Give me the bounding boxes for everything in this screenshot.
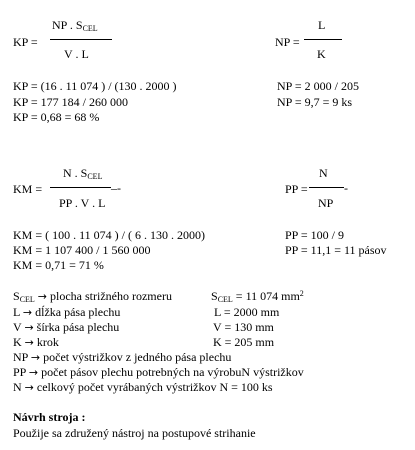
np-label: NP = [275,35,300,49]
km-bar-tail: –- [111,181,121,195]
l-description: dĺžka pása plechu [35,305,121,319]
arrow-right-icon: → [28,366,39,379]
kp-fraction-bar [50,39,112,40]
arrow-right-icon: → [30,351,41,364]
legend-n [13,380,273,395]
pp-bar-tail: - [344,181,348,195]
pp-numerator: N [319,166,328,180]
v-description: šírka pása plechu [36,320,120,334]
n-description: celkový počet vyrábaných výstrižkov N = 100 ks [36,380,273,394]
kp-calc-line-1: KP = (16 . 11 074 ) / (130 . 2000 ) [13,79,177,93]
np-numerator: L [318,18,326,32]
legend-scel-value [211,289,304,303]
scel-value-subscript: CEL [217,295,233,304]
arrow-right-icon: → [24,321,34,334]
scel-value-symbol: S [211,289,218,303]
np-denominator: K [317,47,326,61]
k-description: krok [36,335,59,349]
k-symbol: K [13,335,22,349]
n-symbol: N [13,380,22,394]
np-calc-line-2: NP = 9,7 = 9 ks [277,95,353,109]
km-calc-line-2: KM = 1 107 400 / 1 560 000 [13,243,151,257]
arrow-right-icon: → [24,381,34,394]
pp-fraction-bar [309,187,344,188]
l-symbol: L [13,305,20,319]
pp-calc-line-2: PP = 11,1 = 11 pásov [285,243,387,257]
km-num-main: N . S [63,166,88,180]
scel-subscript: CEL [19,295,35,304]
scel-description: plocha strižného rozmeru [50,289,172,303]
arrow-right-icon: → [37,290,48,303]
kp-label: KP = [13,35,38,49]
km-label: KM = [13,182,43,196]
scel-value: = 11 074 mm [235,289,300,303]
legend-v-value: V = 130 mm [213,320,274,334]
pp-denominator: NP [318,196,334,210]
np-symbol: NP [13,350,28,364]
design-heading: Návrh stroja : [13,410,86,424]
kp-num-sub: CEL [82,24,98,33]
scel-symbol: S [13,289,20,303]
legend-k-value: K = 205 mm [213,335,275,349]
np-calc-line-1: NP = 2 000 / 205 [277,79,359,93]
pp-description: počet pásov plechu potrebných na výrobuN výstrižkov [41,365,304,379]
kp-numerator [52,18,98,32]
legend-v [13,320,119,335]
legend-l-value: L = 2000 mm [214,305,280,319]
kp-calc-line-3: KP = 0,68 = 68 % [13,110,100,124]
km-denominator: PP . V . L [59,196,106,210]
scel-value-superscript: 2 [299,289,304,298]
kp-num-main: NP . S [52,18,83,32]
kp-denominator: V . L [64,47,89,61]
legend-k [13,335,59,350]
kp-calc-line-2: KP = 177 184 / 260 000 [13,95,128,109]
legend-np [13,350,231,365]
arrow-right-icon: → [22,306,33,319]
pp-symbol: PP [13,365,26,379]
legend-pp [13,365,304,380]
pp-label: PP = [285,182,308,196]
arrow-right-icon: → [24,336,34,349]
v-symbol: V [13,320,22,334]
km-fraction-bar [50,187,111,188]
np-fraction-bar [304,39,342,40]
design-text: Použije sa združený nástroj na postupové strihanie [13,426,256,440]
km-calc-line-1: KM = ( 100 . 11 074 ) / ( 6 . 130 . 2000) [13,228,205,242]
pp-calc-line-1: PP = 100 / 9 [285,228,345,242]
np-description: počet výstrižkov z jedného pása plechu [43,350,232,364]
km-numerator [63,166,102,180]
km-num-sub: CEL [87,172,103,181]
km-calc-line-3: KM = 0,71 = 71 % [13,258,104,272]
legend-l [13,305,120,320]
legend-scel [13,289,172,304]
